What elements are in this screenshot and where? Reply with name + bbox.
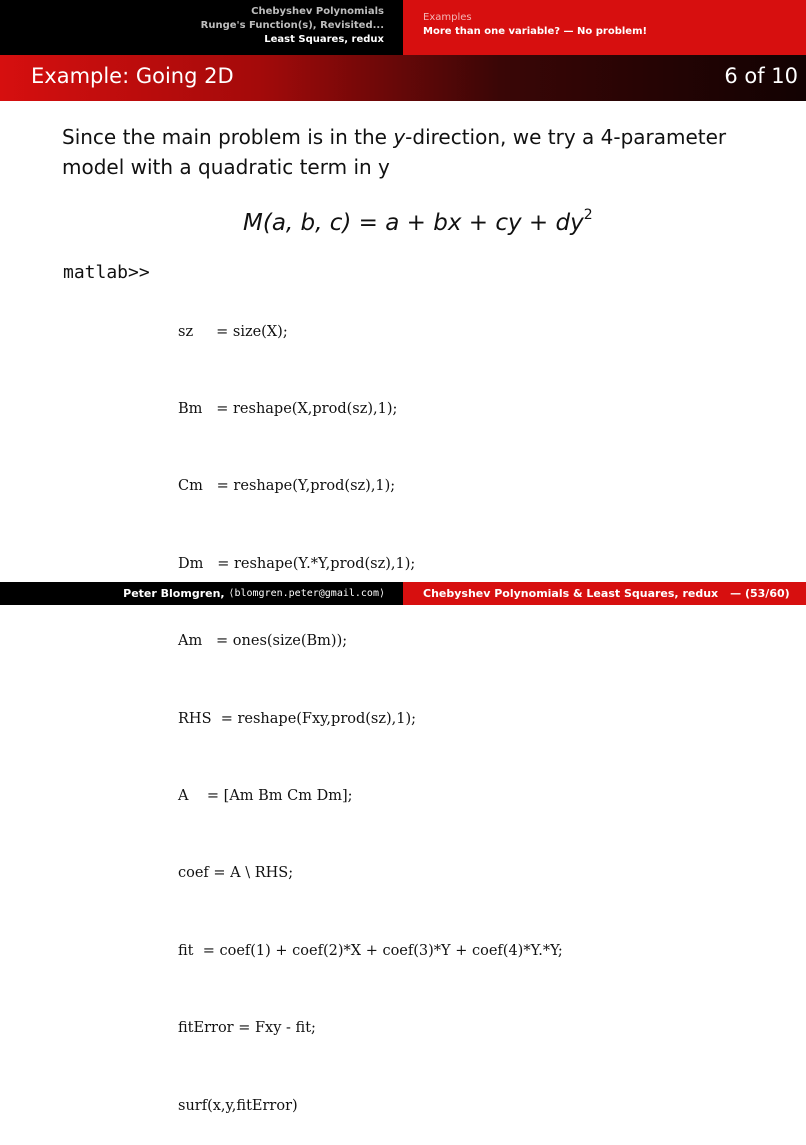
nav-subsection-more-variables[interactable]: More than one variable? — No problem! [423,26,648,37]
footer-author: Peter Blomgren, [123,587,225,600]
frame-title: Example: Going 2D [31,64,234,88]
model-equation [243,207,593,236]
frame-title-bar [0,55,806,101]
nav-subsection-examples[interactable]: Examples [423,12,472,23]
code-line: Dm = reshape(Y.*Y,prod(sz),1); [178,555,416,572]
footer-author-block [0,582,403,605]
code-line: RHS = reshape(Fxy,prod(sz),1); [178,710,417,727]
intro-text-part1: Since the main problem is in the [62,125,394,149]
frame-counter: 6 of 10 [724,64,798,88]
code-line: sz = size(X); [178,323,288,340]
intro-text [62,122,762,182]
code-line: A = [Am Bm Cm Dm]; [178,787,353,804]
subsection-navigation [403,0,806,55]
code-line: fitError = Fxy - fit; [178,1020,316,1037]
intro-variable: y [393,125,406,149]
nav-section-least-squares[interactable]: Least Squares, redux [264,34,384,45]
footer-talk-title: Chebyshev Polynomials & Least Squares, redux [423,587,719,600]
footer-email: ⟨blomgren.peter@gmail.com⟩ [228,588,385,599]
code-block [178,268,563,1145]
code-line: Bm = reshape(X,prod(sz),1); [178,400,398,417]
equation-exponent: 2 [583,207,593,223]
code-line: surf(x,y,fitError) [178,1097,298,1114]
code-line: Cm = reshape(Y,prod(sz),1); [178,478,396,495]
footer-page-number: — (53/60) [730,587,790,600]
code-line: fit = coef(1) + coef(2)*X + coef(3)*Y + coef(4)*Y.*Y; [178,942,563,959]
code-line: coef = A \ RHS; [178,865,294,882]
header-bar [0,0,806,55]
section-navigation [0,0,403,55]
nav-section-runge[interactable]: Runge's Function(s), Revisited... [200,20,384,31]
nav-section-chebyshev[interactable]: Chebyshev Polynomials [251,6,384,17]
equation-main: M(a, b, c) = a + bx + cy + dy [243,210,584,236]
footer-bar [0,582,806,605]
matlab-prompt: matlab>> [63,262,150,283]
footer-title-block [403,582,806,605]
intro-text-part2: -direction, we try a 4-parameter model with a quadratic term in y [62,125,727,179]
code-line: Am = ones(size(Bm)); [178,633,348,650]
